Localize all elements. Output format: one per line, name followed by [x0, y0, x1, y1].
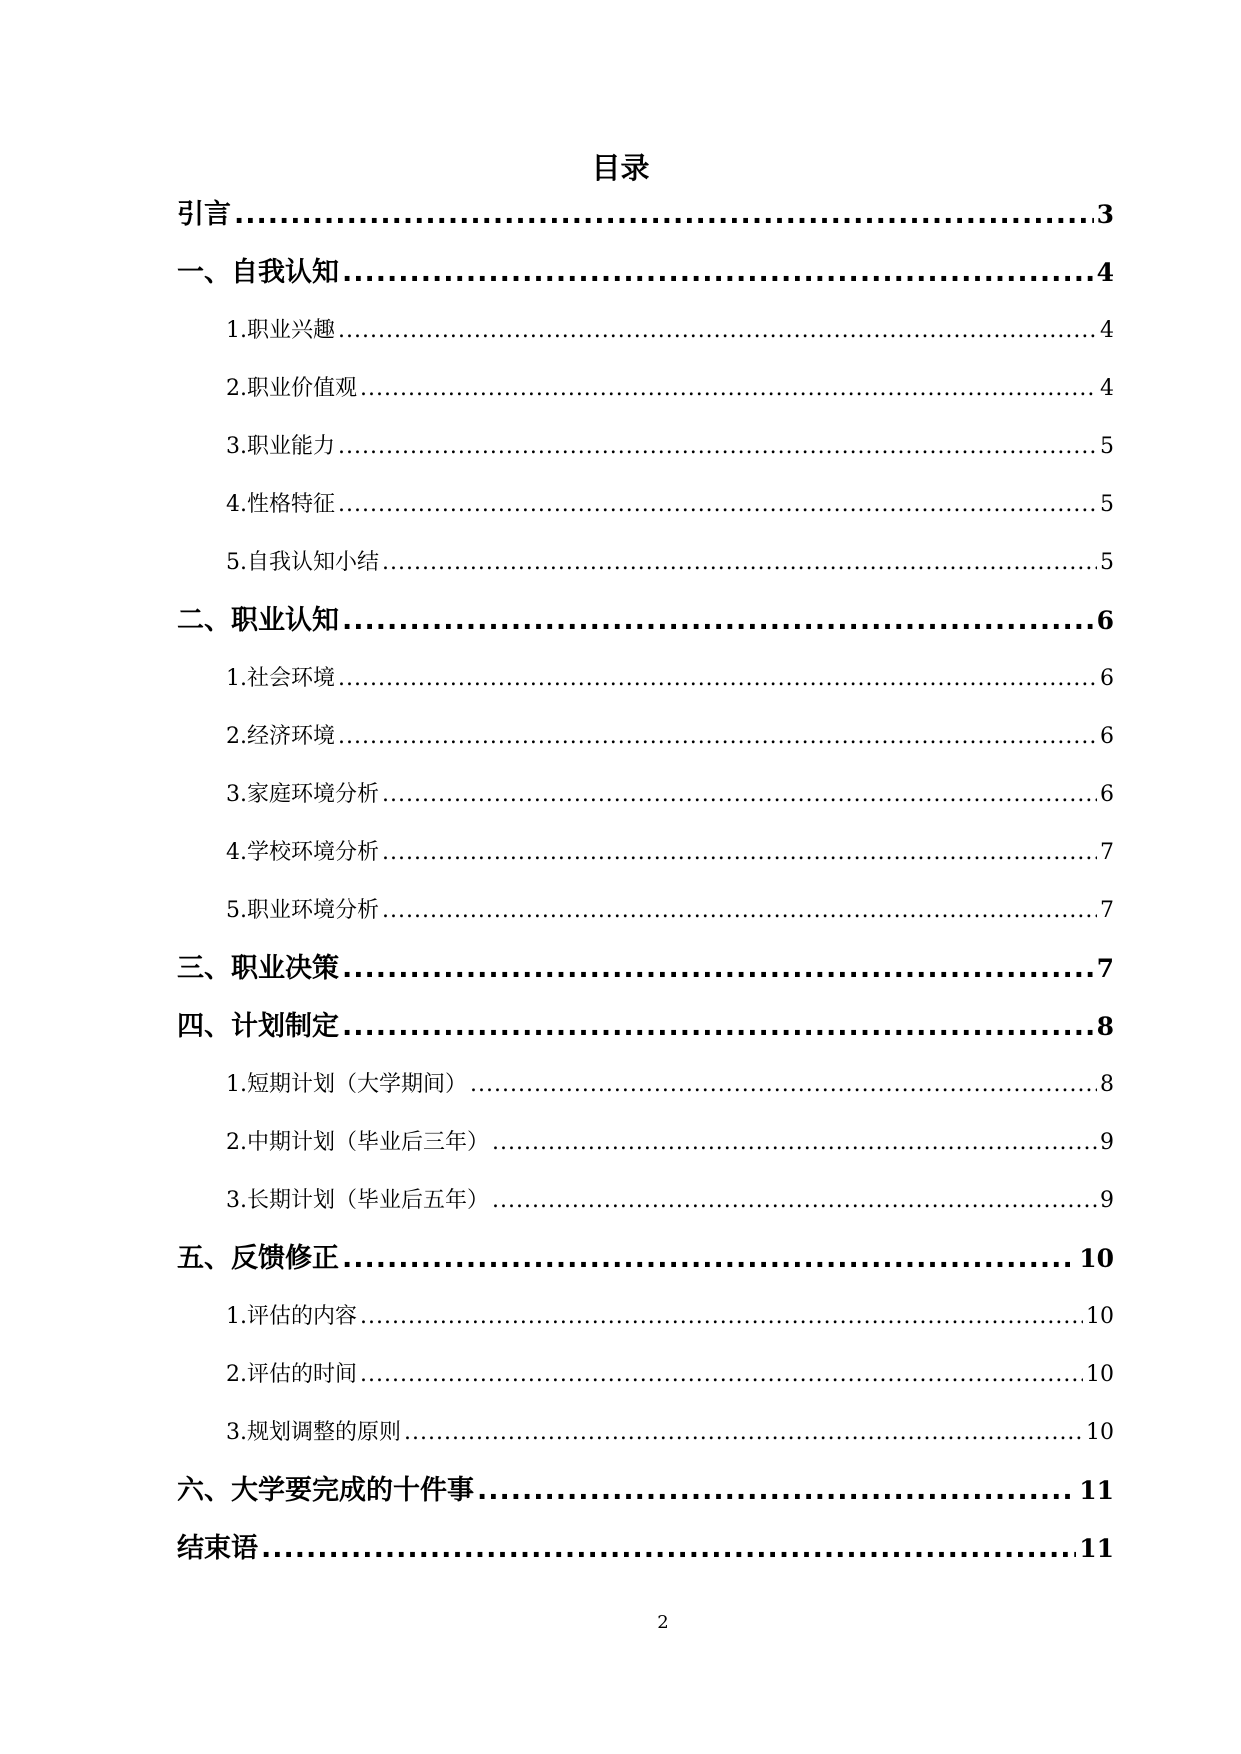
- toc-section-entry[interactable]: [177, 779, 1114, 837]
- toc-entry-title: 1.短期计划（大学期间）: [226, 1072, 467, 1097]
- toc-dot-leader: [382, 779, 1097, 811]
- toc-dot-leader: [470, 1069, 1097, 1101]
- toc-entry-page-number: 6: [1096, 606, 1114, 635]
- toc-entry-title: 3.职业能力: [226, 434, 335, 459]
- toc-dot-leader: [342, 953, 1094, 985]
- toc-entry-page-number: 10: [1079, 1244, 1114, 1273]
- toc-section-entry[interactable]: [177, 431, 1114, 489]
- toc-chapter-entry[interactable]: [177, 1475, 1114, 1533]
- toc-dot-leader: [338, 489, 1097, 521]
- toc-section-entry[interactable]: [177, 373, 1114, 431]
- toc-dot-leader: [382, 837, 1097, 869]
- toc-section-entry[interactable]: [177, 489, 1114, 547]
- toc-entry-title: 5.职业环境分析: [226, 898, 379, 923]
- toc-entry-page-number: 5: [1100, 492, 1114, 517]
- toc-chapter-entry[interactable]: [177, 953, 1114, 1011]
- toc-entry-page-number: 8: [1096, 1012, 1114, 1041]
- toc-entry-page-number: 5: [1100, 434, 1114, 459]
- toc-section-entry[interactable]: [177, 837, 1114, 895]
- toc-section-entry[interactable]: [177, 1301, 1114, 1359]
- toc-entry-page-number: 3: [1096, 200, 1114, 229]
- toc-entry-page-number: 5: [1100, 550, 1114, 575]
- toc-entry-page-number: 9: [1100, 1130, 1114, 1155]
- toc-section-entry[interactable]: [177, 721, 1114, 779]
- toc-entry-title: 3.长期计划（毕业后五年）: [226, 1188, 489, 1213]
- toc-entry-page-number: 10: [1086, 1362, 1114, 1387]
- toc-entry-title: 4.学校环境分析: [226, 840, 379, 865]
- toc-dot-leader: [342, 257, 1094, 289]
- toc-entry-page-number: 6: [1100, 782, 1114, 807]
- toc-dot-leader: [342, 1011, 1094, 1043]
- toc-dot-leader: [492, 1185, 1097, 1217]
- toc-section-entry[interactable]: [177, 1359, 1114, 1417]
- toc-entry-title: 3.规划调整的原则: [226, 1420, 401, 1445]
- toc-entry-page-number: 4: [1100, 376, 1114, 401]
- toc-section-entry[interactable]: [177, 1127, 1114, 1185]
- toc-dot-leader: [492, 1127, 1097, 1159]
- toc-dot-leader: [360, 1359, 1083, 1391]
- toc-entry-page-number: 4: [1100, 318, 1114, 343]
- toc-entry-page-number: 11: [1079, 1476, 1114, 1505]
- toc-dot-leader: [360, 1301, 1083, 1333]
- toc-dot-leader: [338, 315, 1097, 347]
- toc-dot-leader: [234, 199, 1094, 231]
- toc-chapter-entry[interactable]: [177, 605, 1114, 663]
- toc-entry-title: 六、大学要完成的十件事: [177, 1475, 474, 1506]
- toc-entry-title: 2.经济环境: [226, 724, 335, 749]
- toc-entry-page-number: 7: [1100, 840, 1114, 865]
- toc-entry-page-number: 6: [1100, 666, 1114, 691]
- toc-entry-title: 3.家庭环境分析: [226, 782, 379, 807]
- toc-entry-title: 2.职业价值观: [226, 376, 357, 401]
- toc-entry-title: 三、职业决策: [177, 953, 339, 984]
- toc-entry-page-number: 8: [1100, 1072, 1114, 1097]
- toc-entry-title: 一、自我认知: [177, 257, 339, 288]
- toc-dot-leader: [338, 431, 1097, 463]
- toc-entry-title: 二、职业认知: [177, 605, 339, 636]
- toc-chapter-entry[interactable]: [177, 257, 1114, 315]
- toc-dot-leader: [382, 895, 1097, 927]
- toc-dot-leader: [338, 663, 1097, 695]
- toc-entry-page-number: 4: [1096, 258, 1114, 287]
- toc-entry-page-number: 6: [1100, 724, 1114, 749]
- toc-entry-title: 1.社会环境: [226, 666, 335, 691]
- toc-section-entry[interactable]: [177, 315, 1114, 373]
- toc-entry-page-number: 10: [1086, 1420, 1114, 1445]
- toc-section-entry[interactable]: [177, 895, 1114, 953]
- toc-dot-leader: [342, 1243, 1076, 1275]
- toc-entry-page-number: 7: [1100, 898, 1114, 923]
- toc-dot-leader: [261, 1533, 1076, 1565]
- toc-entry-title: 四、计划制定: [177, 1011, 339, 1042]
- toc-entry-title: 2.评估的时间: [226, 1362, 357, 1387]
- toc-entry-title: 五、反馈修正: [177, 1243, 339, 1274]
- toc-entry-title: 引言: [177, 199, 231, 230]
- page-title: 目录: [591, 151, 650, 185]
- toc-chapter-entry[interactable]: [177, 1011, 1114, 1069]
- page-number: 2: [657, 1612, 669, 1633]
- toc-chapter-entry[interactable]: [177, 1533, 1114, 1591]
- toc-entry-page-number: 7: [1096, 954, 1114, 983]
- toc-entry-title: 结束语: [177, 1533, 258, 1564]
- toc-chapter-entry[interactable]: [177, 199, 1114, 257]
- toc-section-entry[interactable]: [177, 1417, 1114, 1475]
- toc-dot-leader: [477, 1475, 1076, 1507]
- toc-entry-title: 1.职业兴趣: [226, 318, 335, 343]
- toc-entry-page-number: 10: [1086, 1304, 1114, 1329]
- toc-dot-leader: [360, 373, 1097, 405]
- toc-dot-leader: [404, 1417, 1083, 1449]
- toc-chapter-entry[interactable]: [177, 1243, 1114, 1301]
- toc-section-entry[interactable]: [177, 1069, 1114, 1127]
- toc-section-entry[interactable]: [177, 1185, 1114, 1243]
- toc-entry-title: 1.评估的内容: [226, 1304, 357, 1329]
- toc-entry-page-number: 9: [1100, 1188, 1114, 1213]
- toc-entry-page-number: 11: [1079, 1534, 1114, 1563]
- toc-dot-leader: [342, 605, 1094, 637]
- toc-entry-title: 5.自我认知小结: [226, 550, 379, 575]
- toc-section-entry[interactable]: [177, 663, 1114, 721]
- toc-entry-title: 2.中期计划（毕业后三年）: [226, 1130, 489, 1155]
- table-of-contents: [177, 199, 1114, 1591]
- toc-section-entry[interactable]: [177, 547, 1114, 605]
- toc-dot-leader: [382, 547, 1097, 579]
- toc-dot-leader: [338, 721, 1097, 753]
- toc-entry-title: 4.性格特征: [226, 492, 335, 517]
